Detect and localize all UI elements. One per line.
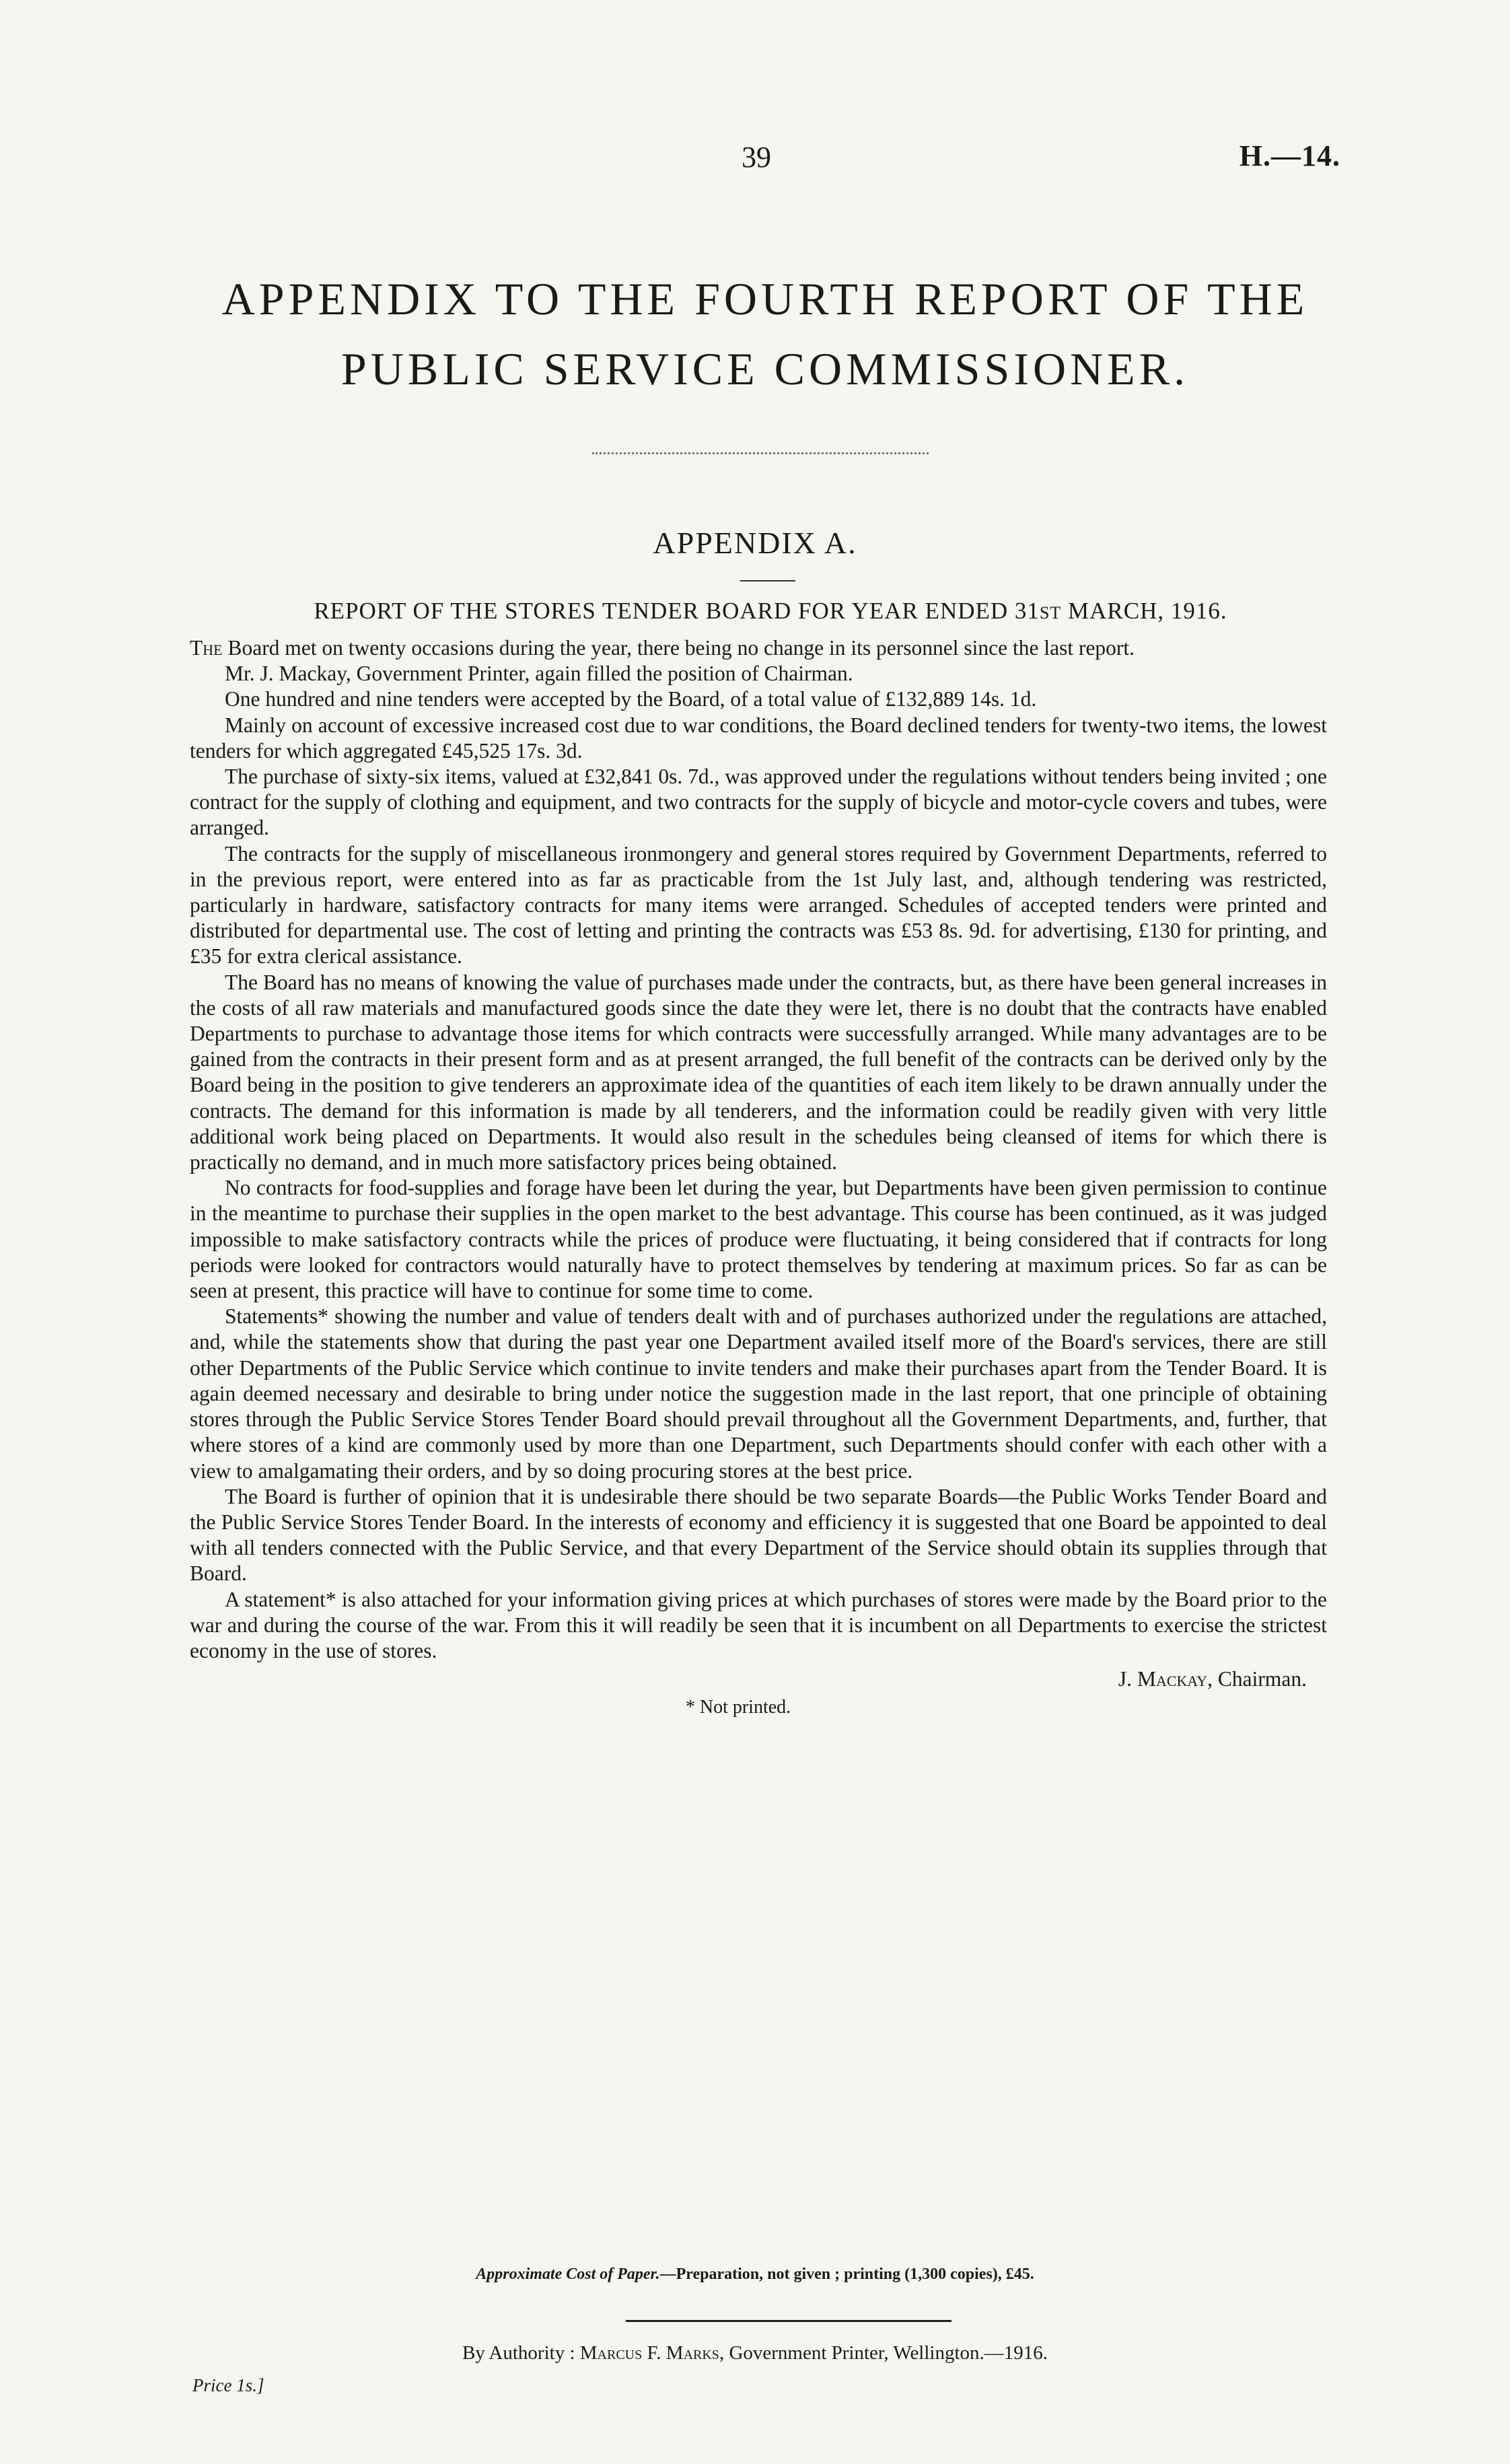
main-title-line-2: PUBLIC SERVICE COMMISSIONER.: [340, 343, 1190, 394]
main-title: [182, 264, 1349, 404]
paragraph-1: [190, 635, 1327, 661]
appendix-heading: APPENDIX A.: [653, 526, 857, 560]
short-rule: [740, 580, 795, 582]
signature-initial: J.: [1118, 1667, 1137, 1691]
cost-text: —Preparation, not given ; printing (1,300 copies), £45.: [659, 2265, 1034, 2283]
paragraph-5: The purchase of sixty-six items, valued at £32,841 0s. 7d., was approved under the regulations without tenders being invited ; one contract for the supply of clothing and equipment, and two contracts for the supply of bicycle and motor-cycle covers and tubes, were arranged.: [190, 765, 1327, 840]
cost-of-paper: [0, 2265, 1510, 2284]
imprint-rule: [626, 2320, 951, 2322]
paragraph-3: One hundred and nine tenders were accepted by the Board, of a total value of £132,889 14s. 1d.: [225, 687, 1037, 711]
report-heading-date: MARCH, 1916.: [1061, 598, 1227, 624]
paragraph-11: A statement* is also attached for your information giving prices at which purchases of stores were made by the Board prior to the war and during the course of the war. From this it will readily be seen that it is incumbent on all Departments to exercise the strictest economy in the use of stores.: [190, 1587, 1327, 1662]
report-heading-text: REPORT OF THE STORES TENDER BOARD FOR YEAR ENDED 31: [314, 598, 1040, 624]
main-title-line-1: APPENDIX TO THE FOURTH REPORT OF THE: [221, 273, 1309, 324]
paragraph-8: No contracts for food-supplies and forage have been let during the year, but Departments have been given permission to continue in the meantime to purchase their supplies in the open market to the best advantage. This course has been continued, as it was judged impossible to make satisfactory contracts while the prices of produce were fluctuating, it being considered that if contracts for long periods were looked for contractors would naturally have to protect themselves by tendering at maximum prices. So far as can be seen at present, this practice will have to continue for some time to come.: [190, 1176, 1327, 1303]
signature: [190, 1666, 1327, 1692]
paragraph-9: Statements* showing the number and value of tenders dealt with and of purchases authorized under the regulations are attached, and, while the statements show that during the past year one Department availed itself more of the Board's services, there are still other Departments of the Public Service which continue to invite tenders and make their purchases apart from the Tender Board. It is again deemed necessary and desirable to bring under notice the suggestion made in the last report, that one principle of obtaining stores through the Public Service Stores Tender Board should prevail throughout all the Government Departments, and, further, that where stores of a kind are commonly used by more than one Department, such Departments should confer with each other with a view to amalgamating their orders, and by so doing procuring stores at the best price.: [190, 1304, 1327, 1483]
printer-imprint: [0, 2342, 1510, 2364]
paragraph-4: Mainly on account of excessive increased cost due to war conditions, the Board declined tenders for twenty-two items, the lowest tenders for which aggregated £45,525 17s. 3d.: [190, 713, 1327, 763]
paragraph-1-lead: The: [190, 636, 223, 660]
imprint-suffix: , Government Printer, Wellington.—1916.: [719, 2342, 1048, 2364]
price: Price 1s.]: [192, 2375, 264, 2395]
report-body: [190, 635, 1327, 1721]
paragraph-10: The Board is further of opinion that it is undesirable there should be two separate Boards—the Public Works Tender Board and the Public Service Stores Tender Board. In the interests of economy and efficiency it is suggested that one Board be appointed to deal with all tenders connected with the Public Service, and that every Department of the Service should obtain its supplies through that Board.: [190, 1484, 1327, 1586]
signature-name: Mackay: [1137, 1667, 1208, 1691]
document-reference: H.—14.: [1239, 139, 1340, 172]
footnote: * Not printed.: [685, 1697, 791, 1718]
report-heading-ordinal: ST: [1039, 603, 1062, 623]
ornament-divider: [592, 452, 929, 457]
imprint-printer-name: Marcus F. Marks: [579, 2342, 719, 2364]
imprint-prefix: By Authority :: [462, 2342, 580, 2364]
paragraph-2: Mr. J. Mackay, Government Printer, again filled the position of Chairman.: [225, 662, 853, 686]
page-number: 39: [742, 141, 771, 174]
report-heading: [215, 598, 1326, 625]
signature-role: , Chairman.: [1207, 1667, 1307, 1691]
paragraph-7: The Board has no means of knowing the value of purchases made under the contracts, but, as there have been general increases in the costs of all raw materials and manufactured goods since the date they were let, there is no doubt that the contracts have enabled Departments to purchase to advantage those items for which contracts were successfully arranged. While many advantages are to be gained from the contracts in their present form and as at present arranged, the full benefit of the contracts can be derived only by the Board being in the position to give tenderers an approximate idea of the quantities of each item likely to be drawn annually under the contracts. The demand for this information is made by all tenderers, and the information could be readily given with very little additional work being placed on Departments. It would also result in the schedules being cleansed of items for which there is practically no demand, and in much more satisfactory prices being obtained.: [190, 970, 1327, 1174]
cost-label: Approximate Cost of Paper.: [476, 2265, 660, 2283]
paragraph-6: The contracts for the supply of miscellaneous ironmongery and general stores required by Government Departments, referred to in the previous report, were entered into as far as practicable from the 1st July last, and, although tendering was restricted, particularly in hardware, satisfactory contracts for many items were arranged. Schedules of accepted tenders were printed and distributed for departmental use. The cost of letting and printing the contracts was £53 8s. 9d. for advertising, £130 for printing, and £35 for extra clerical assistance.: [190, 841, 1327, 969]
paragraph-1-text: Board met on twenty occasions during the year, there being no change in its personnel since the last report.: [222, 636, 1135, 660]
